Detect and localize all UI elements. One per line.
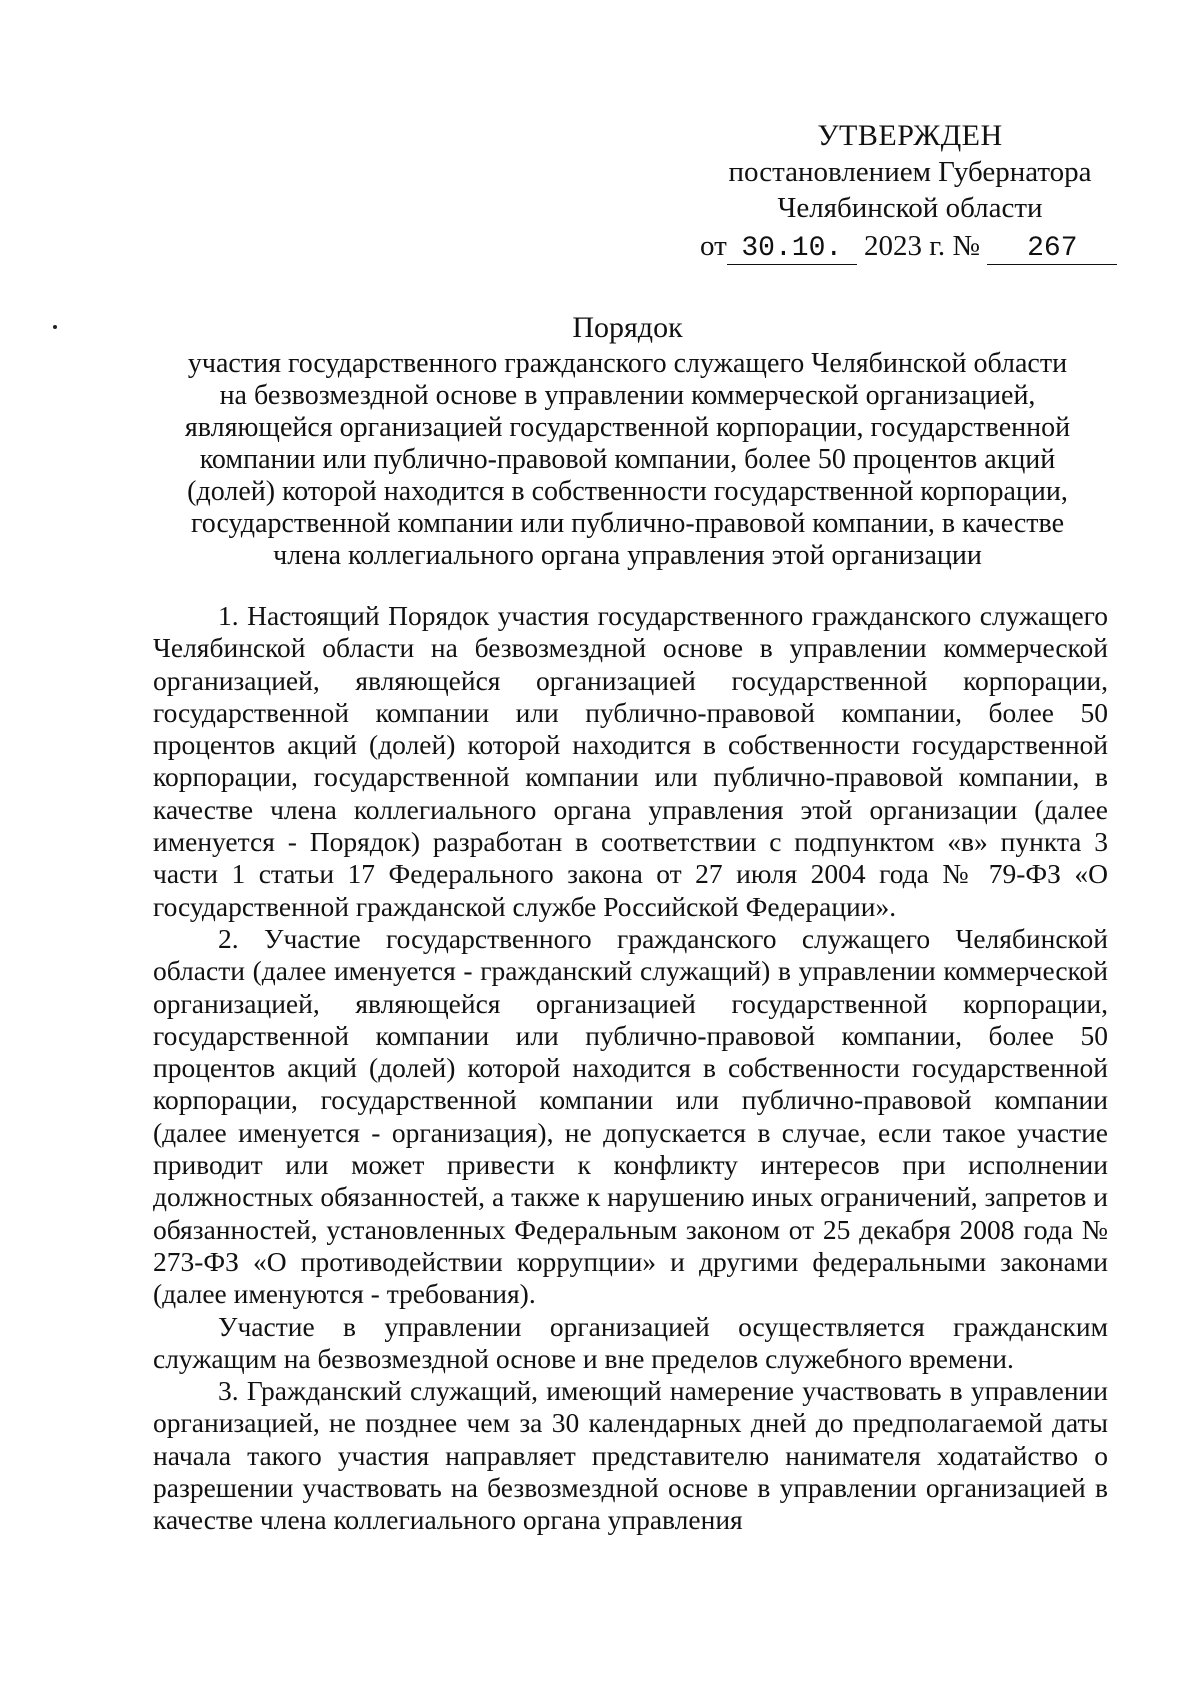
date-prefix: от <box>700 230 727 262</box>
paragraph-2: 2. Участие государственного гражданского служащего Челябинской области (далее именуется - гражданский служащий) в управлении коммерческой организацией, являющейся организацией государственной корпорации, государственной компании или публично-правовой компании, более 50 процентов акций (долей) которой находится в собственности государственной корпорации, государственной компании или публично-правовой компании (далее именуется - организация), не допускается в случае, если такое участие приводит или может привести к конфликту интересов при исполнении должностных обязанностей, а также к нарушению иных ограничений, запретов и обязанностей, установленных Федеральным законом от 25 декабря 2008 года № 273-ФЗ «О противодействии коррупции» и другими федеральными законами (далее именуются - требования). <box>153 922 1108 1310</box>
title-heading: Порядок <box>572 311 683 344</box>
title-line: государственной компании или публично-правовой компании, в качестве <box>191 508 1064 539</box>
approval-line-2: Челябинской области <box>777 192 1043 224</box>
approval-stamp-block <box>700 118 1120 265</box>
decree-number: 267 <box>987 234 1117 265</box>
paragraph-2-continuation: Участие в управлении организацией осуществляется гражданским служащим на безвозмездной основе и вне пределов служебного времени. <box>153 1310 1108 1374</box>
paragraph-1: 1. Настоящий Порядок участия государственного гражданского служащего Челябинской области на безвозмездной основе в управлении коммерческой организацией, являющейся организацией государственной корпорации, государственной компании или публично-правовой компании, более 50 процентов акций (долей) которой находится в собственности государственной корпорации, государственной компании или публично-правовой компании, в качестве члена коллегиального органа управления этой организации (далее именуется - Порядок) разработан в соответствии с подпунктом «в» пункта 3 части 1 статьи 17 Федерального закона от 27 июля 2004 года № 79-ФЗ «О государственной гражданской службе Российской Федерации». <box>153 600 1108 922</box>
title-line: (долей) которой находится в собственности государственной корпорации, <box>187 476 1068 507</box>
document-title <box>150 312 1105 572</box>
title-line: члена коллегиального органа управления этой организации <box>273 540 982 571</box>
approval-date-line <box>700 228 1120 265</box>
title-line: компании или публично-правовой компании, более 50 процентов акций <box>199 444 1056 475</box>
approval-line-1: постановлением Губернатора <box>728 156 1092 188</box>
date-value: 30.10. <box>727 234 857 265</box>
year-text: 2023 г. № <box>864 230 981 262</box>
approval-stamp-heading: УТВЕРЖДЕН <box>817 119 1003 152</box>
title-line: являющейся организацией государственной корпорации, государственной <box>184 412 1071 443</box>
title-line: на безвозмездной основе в управлении коммерческой организацией, <box>219 380 1036 411</box>
document-body <box>153 600 1108 1537</box>
scan-speck <box>53 325 57 329</box>
title-line: участия государственного гражданского служащего Челябинской области <box>187 348 1068 379</box>
paragraph-3: 3. Гражданский служащий, имеющий намерение участвовать в управлении организацией, не позднее чем за 30 календарных дней до предполагаемой даты начала такого участия направляет представителю нанимателя ходатайство о разрешении участвовать на безвозмездной основе в управлении организацией в качестве члена коллегиального органа управления <box>153 1375 1108 1536</box>
